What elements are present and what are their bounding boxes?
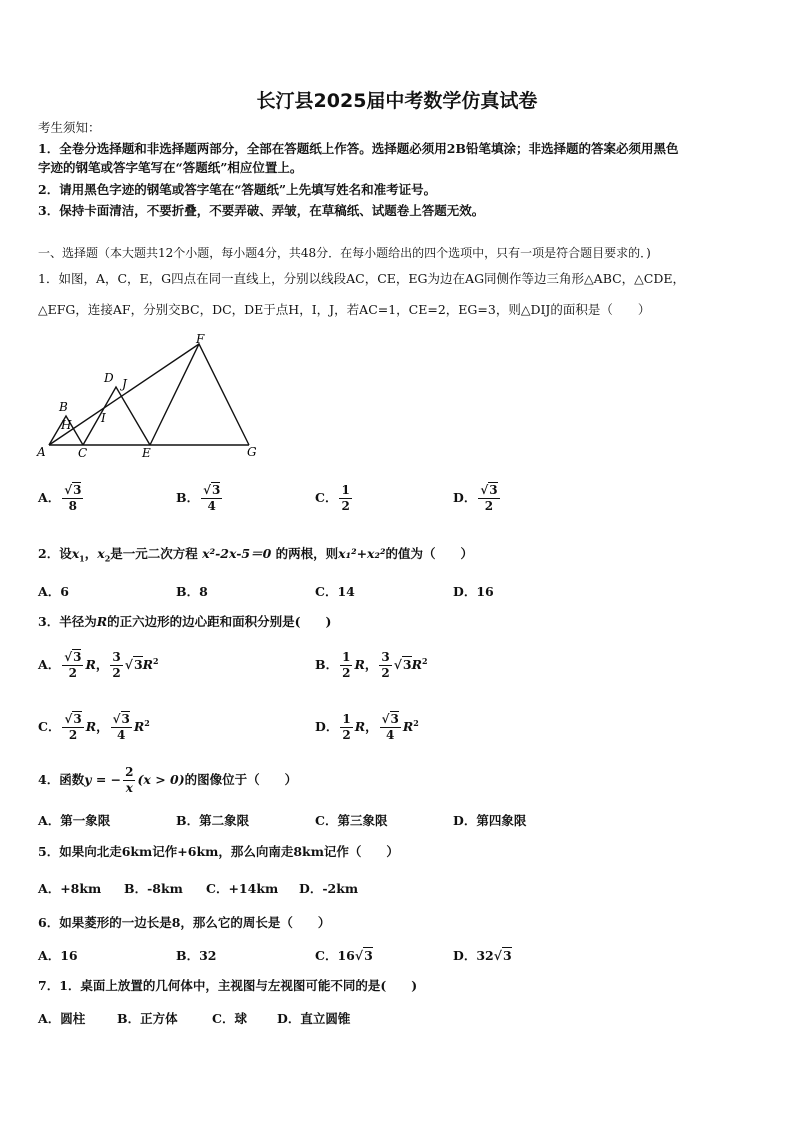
q4-option-d[interactable]: D．第四象限: [453, 813, 527, 828]
q5-option-a[interactable]: A．+8km: [38, 881, 102, 896]
q5-option-b[interactable]: B．-8km: [124, 881, 183, 896]
notice-item-1b: 字迹的钢笔或答字笔写在“答题纸”相应位置上。: [38, 160, 303, 175]
q1-stem-line1: 1．如图，A，C，E，G四点在同一直线上，分别以线段AC，CE，EG为边在AG同侧作等边三角形△ABC，△CDE，: [38, 271, 686, 286]
q4-option-a[interactable]: A．第一象限: [38, 813, 111, 828]
notice-item-2: 2．请用黑色字迹的钢笔或答字笔在“答题纸”上先填写姓名和准考证号。: [38, 182, 437, 197]
q5-option-d[interactable]: D．-2km: [299, 881, 359, 896]
q3-option-c[interactable]: C． $\frac{√3}{2}$ R， $\frac{√3}{4}$ $R^2$: [38, 712, 150, 742]
notice-item-3: 3．保持卡面清洁，不要折叠，不要弄破、弄皱，在草稿纸、试题卷上答题无效。: [38, 203, 485, 218]
label-D: D: [104, 371, 114, 385]
label-H: H: [61, 418, 72, 432]
q7-stem: 7．1．桌面上放置的几何体中，主视图与左视图可能不同的是( ): [38, 978, 418, 993]
q1-option-d[interactable]: D． $\frac{√3}{2}$: [453, 483, 498, 513]
label-I: I: [101, 411, 106, 425]
q2-option-b[interactable]: B．8: [176, 584, 208, 599]
q3-option-d[interactable]: D． $\frac{1}{2}$ R， $\frac{√3}{4}$ $R^2$: [315, 712, 419, 742]
q1-option-a[interactable]: A． $\frac{√3}{8}$: [38, 483, 82, 513]
q4-option-b[interactable]: B．第二象限: [176, 813, 250, 828]
q2-option-c[interactable]: C．14: [315, 584, 355, 599]
notice-item-1a: 1．全卷分选择题和非选择题两部分，全部在答题纸上作答。选择题必须用2B铅笔填涂；非选择题的答案必须用黑色: [38, 141, 679, 156]
section-heading: 一、选择题（本大题共12个小题，每小题4分，共48分．在每小题给出的四个选项中，只有一项是符合题目要求的．): [38, 246, 651, 260]
q6-option-a[interactable]: A．16: [38, 948, 78, 963]
q1-stem-line2: △EFG，连接AF，分别交BC，DC，DE于点H，I，J，若AC=1，CE=2，EG=3，则△DIJ的面积是（ ）: [38, 302, 651, 317]
label-B: B: [59, 400, 68, 414]
label-A: A: [37, 445, 46, 459]
q3-option-a[interactable]: A． $\frac{√3}{2}$ R， $\frac{3}{2}$ $√3R^2$: [38, 650, 159, 680]
label-J: J: [122, 377, 127, 391]
q6-option-c[interactable]: C．16√3: [315, 948, 373, 963]
q3-option-b[interactable]: B． $\frac{1}{2}$ R， $\frac{3}{2}$ $√3R^2$: [315, 650, 428, 680]
label-F: F: [196, 332, 205, 346]
q4-option-c[interactable]: C．第三象限: [315, 813, 388, 828]
q4-stem: 4．函数y = − $\frac{2}{x}$ (x > 0)的图像位于（ ）: [38, 765, 298, 795]
label-C: C: [78, 446, 88, 460]
q5-option-c[interactable]: C．+14km: [206, 881, 279, 896]
q6-option-b[interactable]: B．32: [176, 948, 217, 963]
q7-option-d[interactable]: D．直立圆锥: [277, 1011, 351, 1026]
notice-heading: 考生须知：: [38, 120, 101, 135]
q1-option-c[interactable]: C． $\frac{1}{2}$: [315, 483, 350, 513]
q2-option-d[interactable]: D．16: [453, 584, 494, 599]
q7-option-c[interactable]: C．球: [212, 1011, 247, 1026]
q6-stem: 6．如果菱形的一边长是8，那么它的周长是（ ）: [38, 915, 331, 930]
label-E: E: [142, 446, 151, 460]
q5-stem: 5．如果向北走6km记作+6km，那么向南走8km记作（ ）: [38, 844, 399, 859]
q2-stem: 2．设$x_1$，$x_2$是一元二次方程 x²-2x-5＝0 的两根，则x₁²+x₂²的值为（ ）: [38, 546, 473, 564]
q7-option-a[interactable]: A．圆柱: [38, 1011, 86, 1026]
q1-option-b[interactable]: B． $\frac{√3}{4}$: [176, 483, 221, 513]
q1-triangle-figure: [34, 330, 270, 462]
label-G: G: [247, 445, 257, 459]
q7-option-b[interactable]: B．正方体: [117, 1011, 178, 1026]
q6-option-d[interactable]: D．32√3: [453, 948, 512, 963]
page-title: 长汀县2025届中考数学仿真试卷: [256, 90, 538, 112]
q3-stem: 3．半径为R的正六边形的边心距和面积分别是( ): [38, 614, 332, 629]
q2-option-a[interactable]: A．6: [38, 584, 69, 599]
